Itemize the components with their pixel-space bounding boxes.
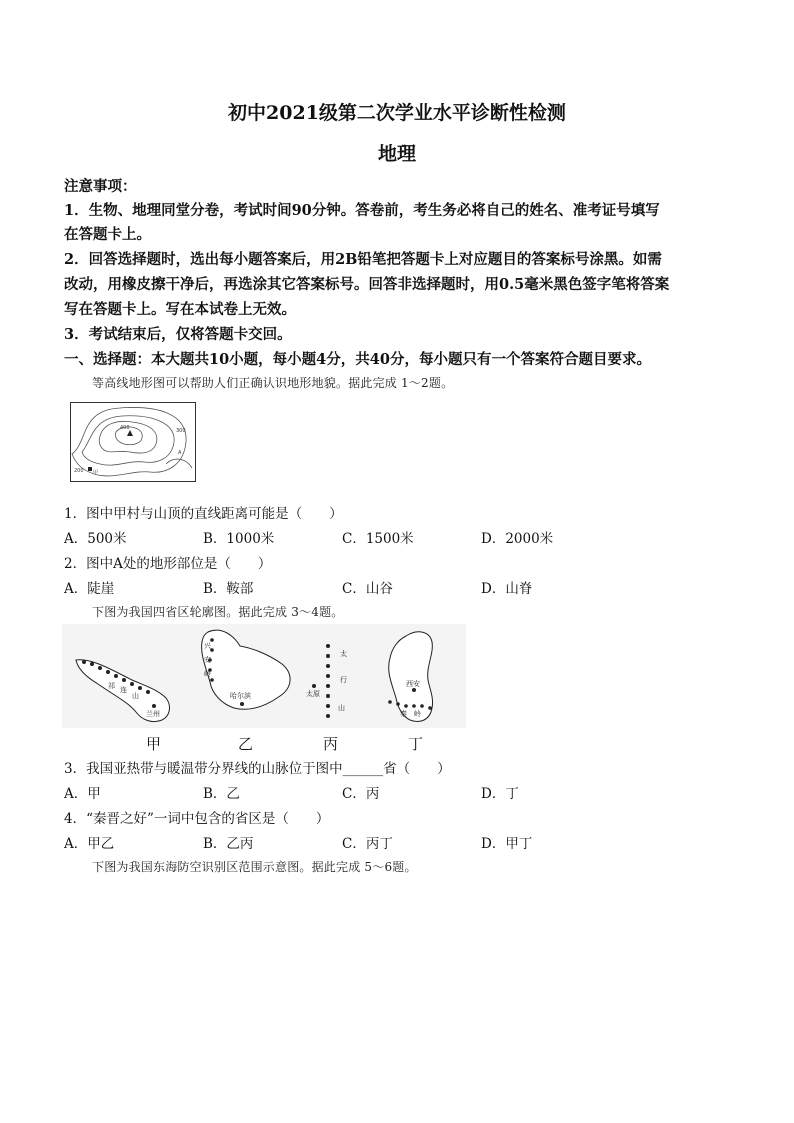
map-caption-yi: 乙	[238, 735, 254, 753]
point-label-a: A	[178, 450, 182, 456]
contour-map	[70, 402, 196, 482]
question-3-option-b: B．乙	[203, 786, 240, 802]
city-taiyuan: 太原	[306, 690, 320, 698]
note-1-line-2: 在答题卡上。	[64, 226, 151, 243]
intro-q5-6: 下图为我国东海防空识别区范围示意图。据此完成 5～6题。	[92, 860, 417, 874]
question-2-stem: 2．图中A处的地形部位是（ ）	[64, 556, 272, 572]
question-2-option-a: A．陡崖	[64, 581, 115, 597]
svg-text:祁: 祁	[108, 682, 115, 690]
svg-text:山: 山	[132, 692, 139, 700]
question-3-option-c: C．丙	[342, 786, 380, 802]
village-label-jia: 甲	[93, 470, 99, 476]
question-1-option-d: D．2000米	[481, 531, 554, 547]
map-caption-ding: 丁	[408, 735, 424, 753]
svg-text:岭: 岭	[204, 670, 211, 678]
svg-text:连: 连	[120, 686, 127, 694]
note-1-line-1: 1．生物、地理同堂分卷，考试时间90分钟。答卷前，考生务必将自己的姓名、准考证号填写	[64, 202, 660, 219]
question-3-option-d: D．丁	[481, 786, 519, 802]
intro-q1-2: 等高线地形图可以帮助人们正确认识地形地貌。据此完成 1～2题。	[92, 376, 454, 390]
svg-text:安: 安	[204, 656, 211, 664]
map-caption-jia: 甲	[146, 735, 162, 753]
exam-title: 初中2021级第二次学业水平诊断性检测	[228, 102, 566, 124]
city-xian: 西安	[406, 680, 420, 688]
question-1-option-b: B．1000米	[203, 531, 275, 547]
question-3-option-a: A．甲	[64, 786, 101, 802]
svg-text:山: 山	[338, 704, 345, 712]
note-2-line-3: 写在答题卡上。写在本试卷上无效。	[64, 301, 296, 318]
question-4-option-a: A．甲乙	[64, 836, 115, 852]
city-harbin: 哈尔滨	[230, 692, 251, 700]
note-3: 3．考试结束后，仅将答题卡交回。	[64, 326, 292, 343]
note-2-line-2: 改动，用橡皮擦干净后，再选涂其它答案标号。回答非选择题时，用0.5毫米黑色签字笔将答案	[64, 276, 670, 293]
map-caption-bing: 丙	[323, 735, 339, 753]
contour-label-400: 400	[120, 425, 130, 431]
svg-text:岭: 岭	[414, 710, 421, 718]
question-4-stem: 4．“秦晋之好”一词中包含的省区是（ ）	[64, 811, 330, 827]
question-1-option-a: A．500米	[64, 531, 127, 547]
svg-text:行: 行	[340, 676, 347, 684]
question-2-option-d: D．山脊	[481, 581, 533, 597]
note-2-line-1: 2．回答选择题时，选出每小题答案后，用2B铅笔把答题卡上对应题目的答案标号涂黑。如需	[64, 251, 662, 268]
svg-text:太: 太	[340, 650, 347, 658]
contour-label-300: 300	[176, 428, 186, 434]
question-2-option-c: C．山谷	[342, 581, 393, 597]
contour-label-200: 200	[74, 468, 84, 474]
svg-text:兴: 兴	[204, 642, 211, 650]
question-3-stem: 3．我国亚热带与暖温带分界线的山脉位于图中______省（ ）	[64, 761, 451, 777]
city-lanzhou: 兰州	[146, 710, 160, 718]
notes-heading: 注意事项：	[64, 178, 137, 195]
question-1-option-c: C．1500米	[342, 531, 414, 547]
section-1-heading: 一、选择题：本大题共10小题，每小题4分，共40分，每小题只有一个答案符合题目要求。	[64, 351, 651, 368]
intro-q3-4: 下图为我国四省区轮廓图。据此完成 3～4题。	[92, 605, 344, 619]
subject-title: 地理	[377, 143, 416, 165]
svg-text:秦: 秦	[400, 710, 407, 718]
province-outline-map	[62, 624, 466, 728]
question-4-option-d: D．甲丁	[481, 836, 533, 852]
question-4-option-c: C．丙丁	[342, 836, 393, 852]
question-4-option-b: B．乙丙	[203, 836, 254, 852]
question-1-stem: 1．图中甲村与山顶的直线距离可能是（ ）	[64, 506, 343, 522]
question-2-option-b: B．鞍部	[203, 581, 254, 597]
